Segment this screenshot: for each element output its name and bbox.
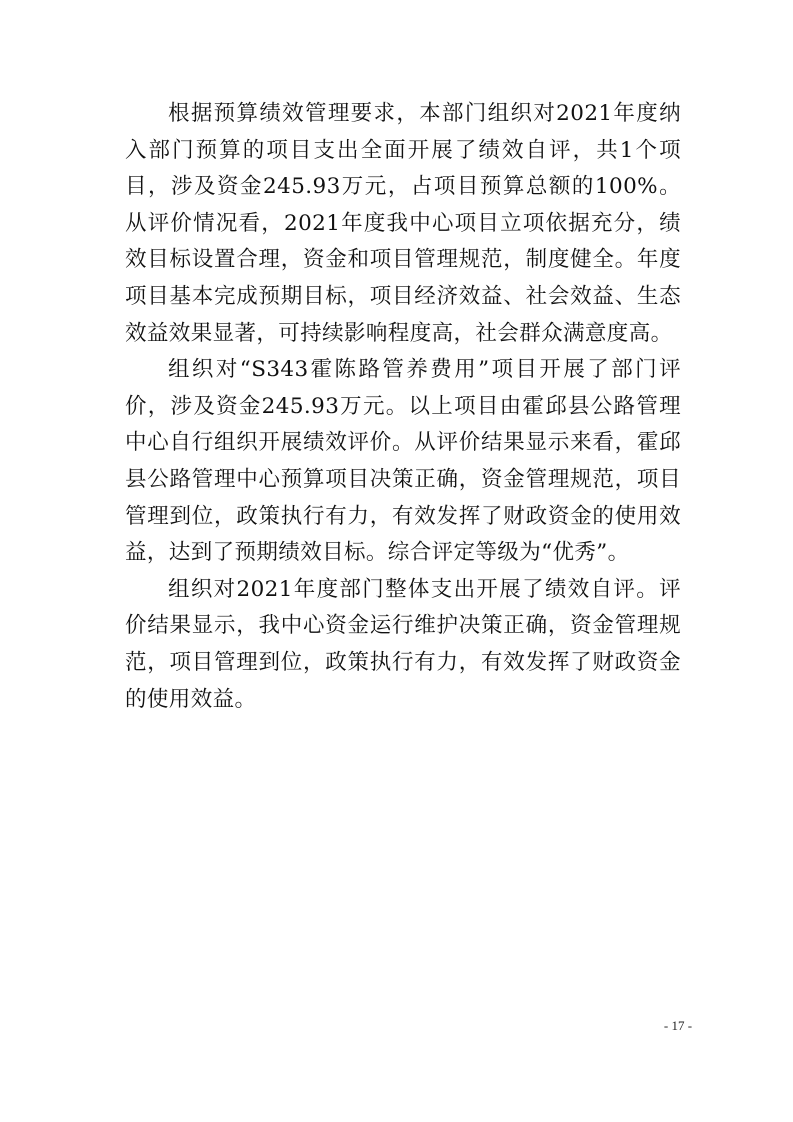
- paragraph-project-evaluation: 组织对“S343霍陈路管养费用”项目开展了部门评价，涉及资金245.93万元。以上项目由霍邱县公路管理中心自行组织开展绩效评价。从评价结果显示来看，霍邱县公路管理中心预算项目决策正确，资金管理规范，项目管理到位，政策执行有力，有效发挥了财政资金的使用效益，达到了预期绩效目标。综合评定等级为“优秀”。: [125, 357, 681, 566]
- paragraph-overall-expenditure: 组织对2021年度部门整体支出开展了绩效自评。评价结果显示，我中心资金运行维护决策正确，资金管理规范，项目管理到位，政策执行有力，有效发挥了财政资金的使用效益。: [125, 576, 681, 712]
- body-text: [125, 96, 681, 718]
- page-number: - 17 -: [663, 1018, 693, 1033]
- paragraph-self-evaluation-summary: 根据预算绩效管理要求，本部门组织对2021年度纳入部门预算的项目支出全面开展了绩效自评，共1个项目，涉及资金245.93万元，占项目预算总额的100%。从评价情况看，2021年度我中心项目立项依据充分，绩效目标设置合理，资金和项目管理规范，制度健全。年度项目基本完成预期目标，项目经济效益、社会效益、生态效益效果显著，可持续影响程度高，社会群众满意度高。: [125, 101, 681, 346]
